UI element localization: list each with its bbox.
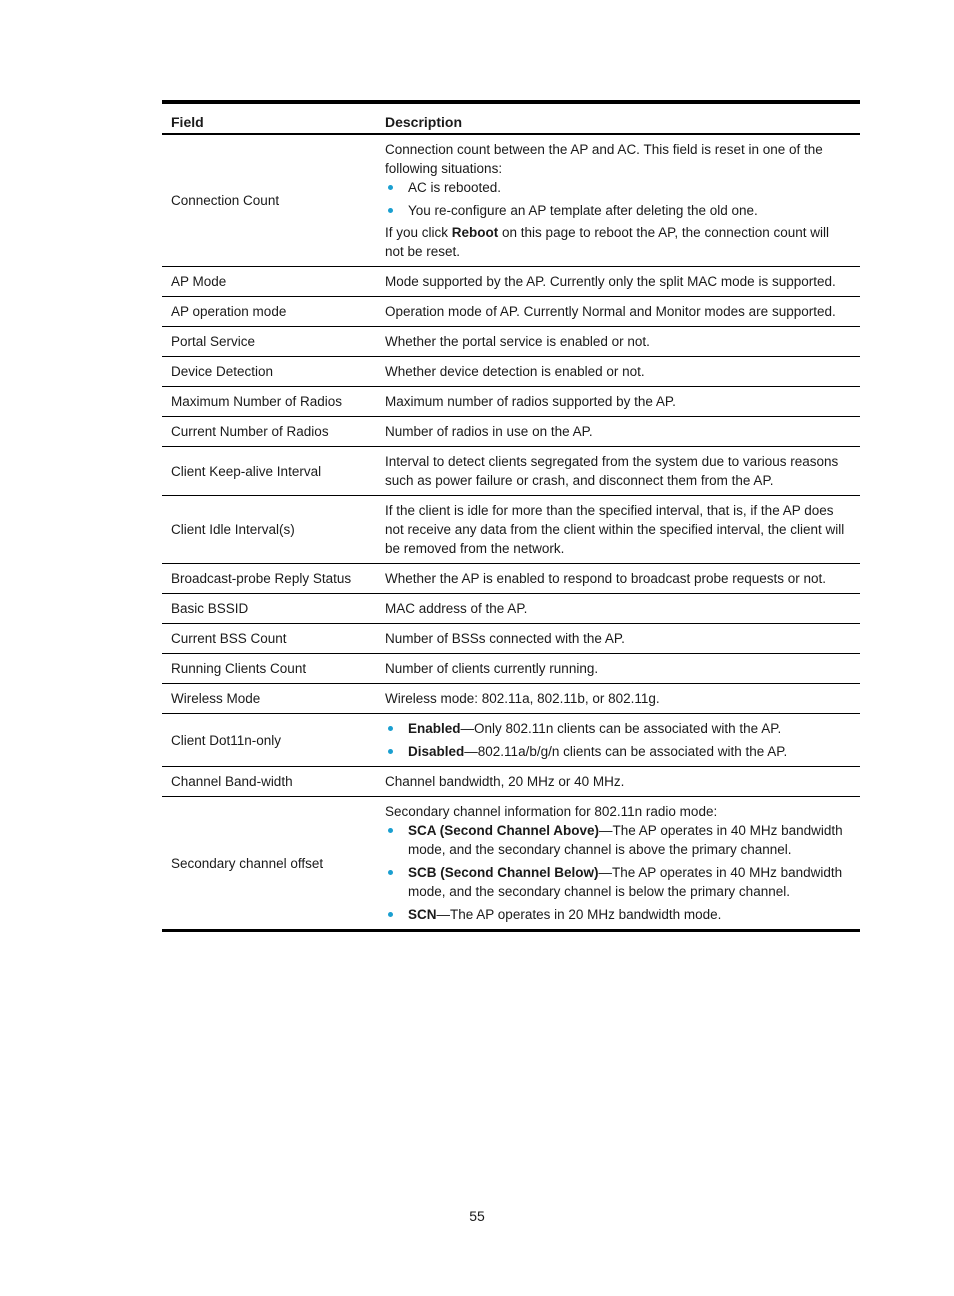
header-description: Description [376, 102, 860, 134]
description-cell: Wireless mode: 802.11a, 802.11b, or 802.11g. [376, 684, 860, 714]
field-description-table [162, 100, 860, 932]
field-cell: Connection Count [162, 134, 376, 267]
table-row [162, 357, 860, 387]
description-cell: MAC address of the AP. [376, 594, 860, 624]
table-row [162, 654, 860, 684]
bullet-item: AC is rebooted. [385, 178, 851, 197]
table-row [162, 624, 860, 654]
table-row [162, 387, 860, 417]
description-cell: Number of clients currently running. [376, 654, 860, 684]
bullet-text: —The AP operates in 20 MHz bandwidth mode. [436, 907, 722, 922]
description-intro: Secondary channel information for 802.11n radio mode: [385, 804, 718, 819]
bullet-text: —Only 802.11n clients can be associated with the AP. [460, 721, 782, 736]
field-cell: Device Detection [162, 357, 376, 387]
bullet-list [385, 821, 851, 924]
table-row [162, 417, 860, 447]
bullet-item [385, 742, 851, 761]
field-cell: Client Dot11n-only [162, 714, 376, 767]
table-row [162, 134, 860, 267]
description-cell: Mode supported by the AP. Currently only the split MAC mode is supported. [376, 267, 860, 297]
field-cell: Maximum Number of Radios [162, 387, 376, 417]
field-cell: AP operation mode [162, 297, 376, 327]
bullet-item [385, 905, 851, 924]
table-row [162, 297, 860, 327]
table-row [162, 447, 860, 496]
description-cell: Whether device detection is enabled or not. [376, 357, 860, 387]
description-intro: Connection count between the AP and AC. This field is reset in one of the following situations: [385, 142, 823, 176]
bullet-list [385, 178, 851, 220]
field-cell: Broadcast-probe Reply Status [162, 564, 376, 594]
description-cell [376, 714, 860, 767]
field-cell: AP Mode [162, 267, 376, 297]
field-cell: Wireless Mode [162, 684, 376, 714]
page-number: 55 [469, 1208, 485, 1224]
field-cell: Basic BSSID [162, 594, 376, 624]
description-outro [385, 223, 851, 261]
description-cell: Operation mode of AP. Currently Normal and Monitor modes are supported. [376, 297, 860, 327]
reboot-term: Reboot [451, 225, 499, 240]
bullet-text: —802.11a/b/g/n clients can be associated with the AP. [464, 744, 788, 759]
bullet-text: —The AP operates in 40 MHz bandwidth mode, and the secondary channel is below the primary channel. [408, 865, 843, 899]
field-cell: Running Clients Count [162, 654, 376, 684]
description-cell: Number of BSSs connected with the AP. [376, 624, 860, 654]
description-cell [376, 797, 860, 931]
field-cell: Portal Service [162, 327, 376, 357]
field-cell: Channel Band-width [162, 767, 376, 797]
header-field: Field [162, 102, 376, 134]
description-cell: Interval to detect clients segregated from the system due to various reasons such as power failure or crash, and disconnect them from the AP. [376, 447, 860, 496]
bullet-item: You re-configure an AP template after deleting the old one. [385, 201, 851, 220]
field-cell: Secondary channel offset [171, 855, 324, 871]
bullet-term: SCB (Second Channel Below) [408, 865, 599, 880]
table-row [162, 594, 860, 624]
table-row [162, 714, 860, 767]
description-cell: If the client is idle for more than the specified interval, that is, if the AP does not receive any data from the client within the specified interval, the client will be removed from the network. [376, 496, 860, 564]
description-cell: Whether the AP is enabled to respond to broadcast probe requests or not. [376, 564, 860, 594]
bullet-list [385, 719, 851, 761]
bullet-term: Enabled [408, 721, 461, 736]
field-cell: Current Number of Radios [162, 417, 376, 447]
table-row [162, 267, 860, 297]
bullet-item [385, 719, 851, 738]
outro-text: If you click [385, 225, 452, 240]
table-row [162, 684, 860, 714]
description-cell: Channel bandwidth, 20 MHz or 40 MHz. [376, 767, 860, 797]
bullet-term: SCN [408, 907, 437, 922]
table-row [162, 767, 860, 797]
field-cell: Client Keep-alive Interval [162, 447, 376, 496]
table-header-row [162, 102, 860, 134]
bullet-text: —The AP operates in 40 MHz bandwidth mode, and the secondary channel is above the primary channel. [408, 823, 843, 857]
table-row [162, 797, 860, 931]
bullet-item [385, 821, 851, 859]
table-row [162, 564, 860, 594]
table-row [162, 327, 860, 357]
description-cell: Number of radios in use on the AP. [376, 417, 860, 447]
description-cell: Whether the portal service is enabled or not. [376, 327, 860, 357]
description-cell: Maximum number of radios supported by the AP. [376, 387, 860, 417]
description-cell [376, 134, 860, 267]
bullet-item [385, 863, 851, 901]
bullet-term: SCA (Second Channel Above) [408, 823, 600, 838]
outro-text: on this page to reboot the AP, the connection count will not be reset. [385, 225, 830, 259]
table-row [162, 496, 860, 564]
field-cell: Client Idle Interval(s) [162, 496, 376, 564]
field-cell: Current BSS Count [162, 624, 376, 654]
bullet-term: Disabled [408, 744, 465, 759]
